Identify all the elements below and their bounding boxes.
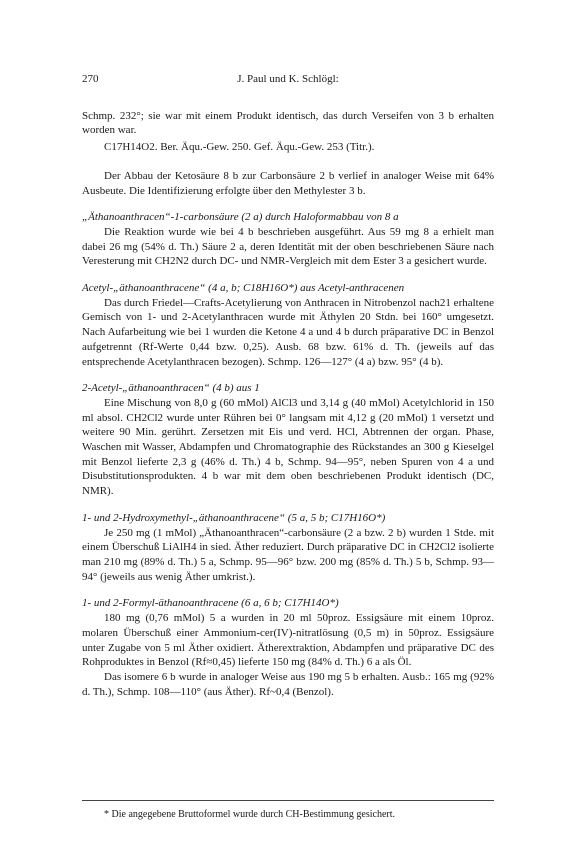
paragraph-8: Das isomere 6 b wurde in analoger Weise aus 190 mg 5 b erhalten. Ausb.: 165 mg (92% d. Th.), Schmp. 108—110° (aus Äther). Rf~0,4 (Benzol). <box>82 670 494 698</box>
heading-1: „Äthanoanthracen“-1-carbonsäure (2 a) durch Haloformabbau von 8 a <box>82 211 399 224</box>
paragraph-2: Der Abbau der Ketosäure 8 b zur Carbonsäure 2 b verlief in analoger Weise mit 64% Ausbeute. Die Identifizierung erfolgte über den Methylester 3 b. <box>82 169 494 197</box>
paragraph-6: Je 250 mg (1 mMol) „Äthanoanthracen“-carbonsäure (2 a bzw. 2 b) wurden 1 Stde. mit einem Überschuß LiAlH4 in sied. Äther reduziert. Durch präparative DC in CH2Cl2 isolierte man 210 mg (89% d. Th.) 5 a, Schmp. 95—96° bzw. 200 mg (85% d. Th.) 5 b, Schmp. 93—94° (jeweils aus wenig Äther umkrist.). <box>82 526 494 583</box>
page-header <box>82 72 494 87</box>
paragraph-7: 180 mg (0,76 mMol) 5 a wurden in 20 ml 50proz. Essigsäure mit einem 10proz. molaren Überschuß einer Ammonium-cer(IV)-nitratlösung (0,5 m) in 50proz. Essigsäure unter Zugabe von 5 ml Äther oxidiert. Ätherextraktion, Abdampfen und präparative DC des Rohproduktes in Benzol (Rf≈0,45) lieferte 150 mg (84% d. Th.) 6 a als Öl. <box>82 612 494 669</box>
heading-2: Acetyl-„äthanoanthracene“ (4 a, b; C18H16O*) aus Acetyl-anthracenen <box>82 282 405 295</box>
paragraph-3: Die Reaktion wurde wie bei 4 b beschrieben ausgeführt. Aus 59 mg 8 a erhielt man dabei 26 mg (54% d. Th.) Säure 2 a, deren Identität mit der oben beschriebenen Säure nach Veresterung mit CH2N2 durch DC- und NMR-Vergleich mit dem Ester 3 a gesichert wurde. <box>82 225 494 268</box>
paragraph-4: Das durch Friedel—Crafts-Acetylierung von Anthracen in Nitrobenzol nach21 erhaltene Gemisch von 1- und 2-Acetylanthracen wurde mit Äthylen 20 Stdn. bei 160° umgesetzt. Nach Aufarbeitung wie bei 1 wurden die Ketone 4 a und 4 b durch präparative DC in Benzol aufgetrennt (Rf-Werte 0,44 bzw. 0,25). Ausb. 68 bzw. 61% d. Th. (jeweils auf das entsprechende Acetylanthracen bezogen). Schmp. 126—127° (4 a) bzw. 95° (4 b). <box>82 296 494 368</box>
heading-3: 2-Acetyl-„äthanoanthracen“ (4 b) aus 1 <box>82 382 260 395</box>
footnote: * Die angegebene Bruttoformel wurde durch CH-Bestimmung gesichert. <box>104 809 396 820</box>
formula-line: C17H14O2. Ber. Äqu.-Gew. 250. Gef. Äqu.-Gew. 253 (Titr.). <box>104 141 375 154</box>
paragraph-1: Schmp. 232°; sie war mit einem Produkt identisch, das durch Verseifen von 3 b erhalten worden war. <box>82 109 494 137</box>
heading-4: 1- und 2-Hydroxymethyl-„äthanoanthracene“ (5 a, 5 b; C17H16O*) <box>82 511 386 524</box>
footnote-divider <box>82 800 494 801</box>
heading-5: 1- und 2-Formyl-äthanoanthracene (6 a, 6 b; C17H14O*) <box>82 597 339 610</box>
paragraph-5: Eine Mischung von 8,0 g (60 mMol) AlCl3 und 3,14 g (40 mMol) Acetylchlorid in 150 ml absol. CH2Cl2 wurde unter Rühren bei 0° langsam mit 4,12 g (20 mMol) 1 versetzt und weitere 90 Min. gerührt. Zersetzen mit Eis und verd. HCl, Abtrennen der organ. Phase, Waschen mit Wasser, Abdampfen und Chromatographie des Rückstandes an 300 g Kieselgel mit Benzol lieferte 2,3 g (46% d. Th.) 4 b, Schmp. 94—95°, neben Spuren von 4 a und Disubstitutionsprodukten. 4 b war mit dem oben beschriebenen Produkt identisch (DC, NMR). <box>82 396 494 498</box>
page-number: 270 <box>82 73 99 85</box>
running-head: J. Paul und K. Schlögl: <box>237 73 339 85</box>
